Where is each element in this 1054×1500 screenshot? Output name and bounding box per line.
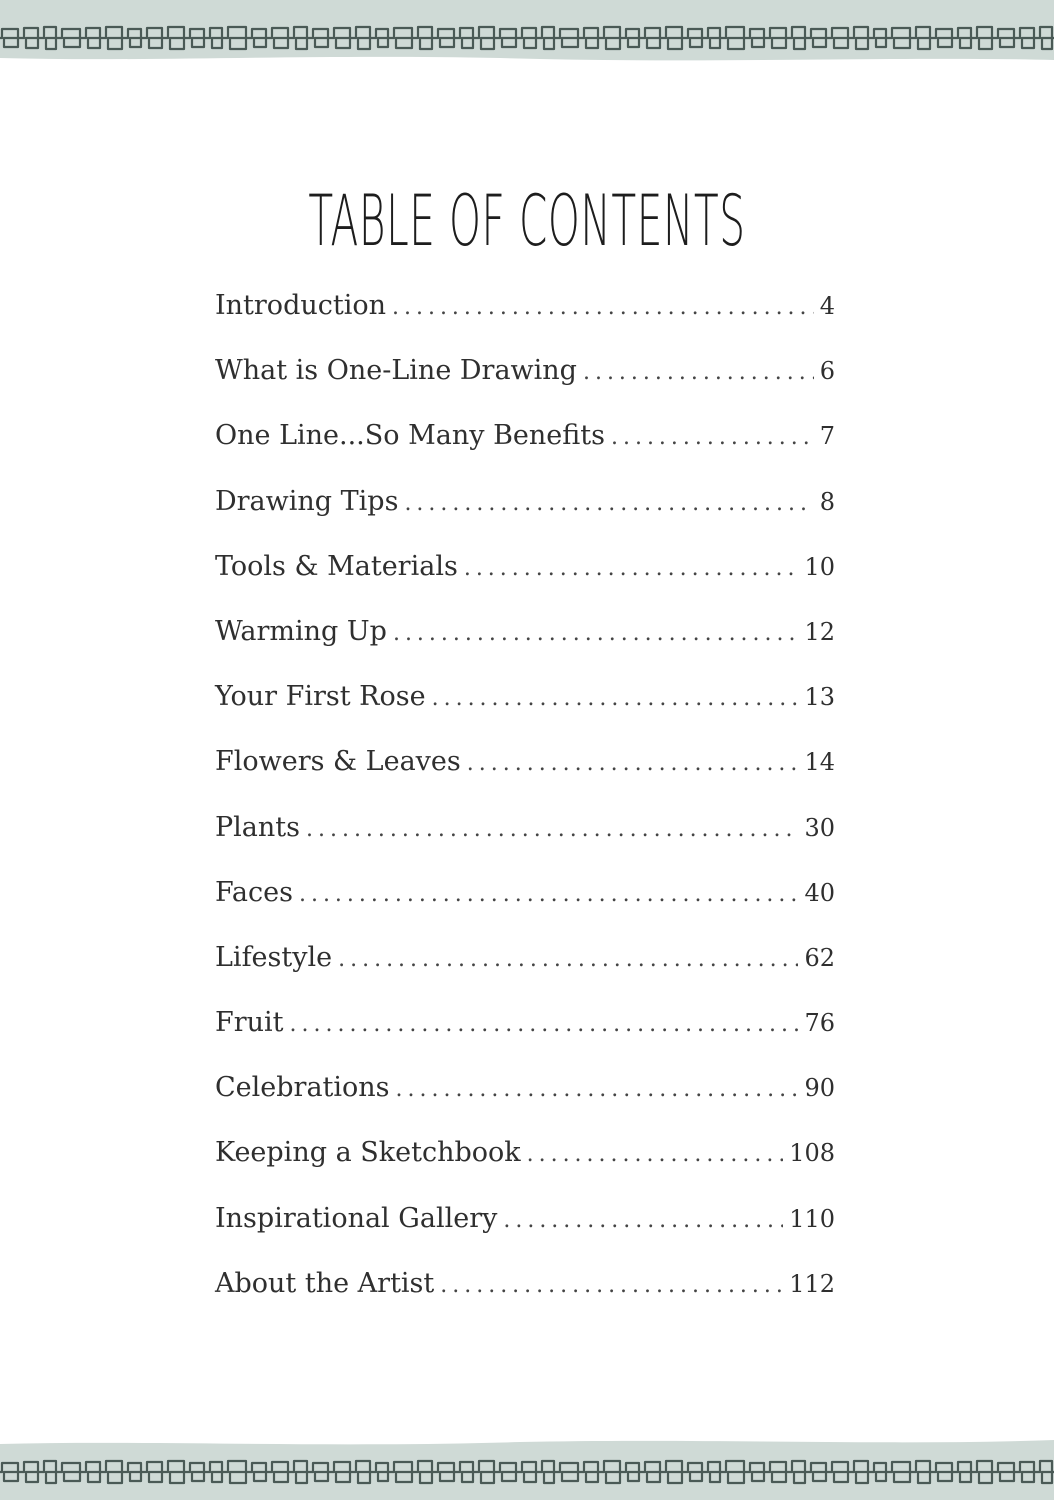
table-of-contents bbox=[215, 290, 835, 1333]
toc-dot-leader bbox=[464, 556, 799, 581]
toc-entry-label: Fruit bbox=[215, 1007, 290, 1038]
toc-entry bbox=[215, 616, 835, 681]
toc-entry-label: Keeping a Sketchbook bbox=[215, 1137, 527, 1168]
toc-dot-leader bbox=[467, 751, 799, 776]
toc-dot-leader bbox=[583, 360, 814, 385]
toc-dot-leader bbox=[396, 1077, 799, 1102]
toc-entry-page-number: 76 bbox=[804, 1009, 835, 1038]
toc-dot-leader bbox=[503, 1208, 783, 1233]
toc-entry-page-number: 108 bbox=[789, 1139, 835, 1168]
toc-entry-page-number: 4 bbox=[819, 292, 835, 320]
toc-entry-page-number: 30 bbox=[804, 813, 835, 842]
toc-entry-label: Your First Rose bbox=[215, 681, 432, 712]
toc-dot-leader bbox=[611, 425, 814, 450]
toc-entry-label: Warming Up bbox=[215, 616, 393, 647]
toc-entry-label: One Line...So Many Benefits bbox=[215, 420, 611, 451]
toc-dot-leader bbox=[290, 1012, 799, 1037]
border-squiggle-icon bbox=[0, 1436, 1054, 1500]
toc-dot-leader bbox=[404, 491, 813, 516]
page-title: TABLE OF CONTENTS bbox=[308, 180, 746, 262]
toc-entry-page-number: 14 bbox=[804, 748, 835, 777]
toc-entry bbox=[215, 420, 835, 485]
toc-entry-label: Celebrations bbox=[215, 1072, 396, 1103]
toc-entry-page-number: 10 bbox=[804, 552, 835, 581]
toc-dot-leader bbox=[393, 621, 799, 646]
toc-entry-label: Flowers & Leaves bbox=[215, 746, 467, 777]
toc-entry bbox=[215, 290, 835, 355]
toc-entry-label: Inspirational Gallery bbox=[215, 1203, 503, 1234]
toc-entry-label: About the Artist bbox=[215, 1268, 440, 1299]
toc-entry bbox=[215, 877, 835, 942]
toc-entry bbox=[215, 681, 835, 746]
toc-entry-label: Introduction bbox=[215, 290, 392, 321]
toc-entry bbox=[215, 1072, 835, 1137]
toc-dot-leader bbox=[527, 1142, 784, 1167]
toc-entry bbox=[215, 1007, 835, 1072]
toc-entry bbox=[215, 355, 835, 420]
toc-entry-page-number: 40 bbox=[804, 878, 835, 907]
top-decorative-border bbox=[0, 0, 1054, 68]
toc-entry-page-number: 13 bbox=[804, 683, 835, 712]
toc-dot-leader bbox=[392, 295, 814, 320]
toc-entry bbox=[215, 812, 835, 877]
toc-entry-label: Faces bbox=[215, 877, 299, 908]
toc-entry bbox=[215, 551, 835, 616]
toc-entry-label: Drawing Tips bbox=[215, 486, 404, 517]
toc-entry-label: Plants bbox=[215, 812, 306, 843]
toc-entry-page-number: 12 bbox=[804, 617, 835, 646]
toc-entry bbox=[215, 1137, 835, 1202]
toc-entry bbox=[215, 1203, 835, 1268]
toc-entry-label: What is One-Line Drawing bbox=[215, 355, 583, 386]
toc-entry-page-number: 62 bbox=[804, 943, 835, 972]
toc-dot-leader bbox=[432, 686, 799, 711]
toc-dot-leader bbox=[440, 1273, 783, 1298]
toc-entry bbox=[215, 942, 835, 1007]
border-squiggle-icon bbox=[0, 0, 1054, 68]
toc-entry bbox=[215, 746, 835, 811]
toc-entry-page-number: 90 bbox=[804, 1074, 835, 1103]
toc-dot-leader bbox=[299, 882, 798, 907]
toc-entry bbox=[215, 486, 835, 551]
toc-entry bbox=[215, 1268, 835, 1333]
toc-dot-leader bbox=[338, 947, 798, 972]
bottom-decorative-border bbox=[0, 1436, 1054, 1500]
toc-entry-page-number: 7 bbox=[819, 422, 835, 451]
toc-entry-page-number: 6 bbox=[819, 357, 835, 386]
toc-entry-page-number: 110 bbox=[789, 1204, 835, 1233]
toc-entry-page-number: 8 bbox=[819, 487, 835, 516]
toc-entry-label: Lifestyle bbox=[215, 942, 338, 973]
toc-entry-page-number: 112 bbox=[789, 1269, 835, 1298]
toc-dot-leader bbox=[306, 817, 798, 842]
toc-entry-label: Tools & Materials bbox=[215, 551, 464, 582]
